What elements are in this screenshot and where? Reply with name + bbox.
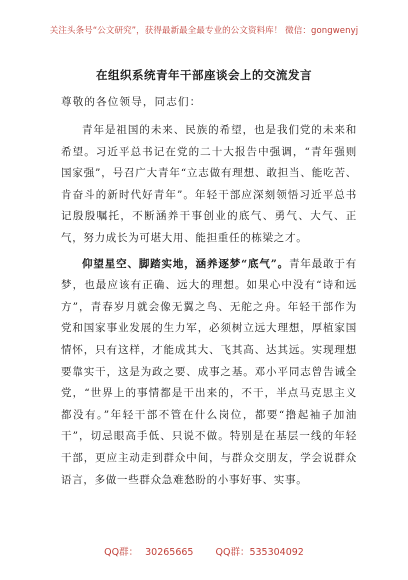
paragraph-1-text: 青年是祖国的未来、民族的希望，也是我们党的未来和希望。习近平总书记在党的二十大报告中强调，“青年强则国家强”，号召广大青年“立志做有理想、敢担当、能吃苦、肯奋斗的新时代好青年”。年轻干部应深刻领悟习近平总书记殷殷嘱托，不断涵养干事创业的底气、勇气、大气、正气，努力成长为可堪大用、能担重任的栋梁之才。 [61, 124, 357, 244]
footer [0, 544, 408, 558]
paragraph-2-lead: 仰望星空、脚踏实地，涵养逐梦“底气”。 [82, 257, 289, 270]
paragraph-2 [61, 254, 357, 492]
footer-qq-group-1: QQ群： 30265665 [104, 547, 194, 558]
paragraph-2-text: 青年最敢于有梦，也最应该有正确、远大的理想。如果心中没有“诗和远方”，青春岁月就会像无翼之鸟、无舵之舟。年轻干部作为党和国家事业发展的生力军，必须树立远大理想，厚植家国情怀，只有这样，才能成其大、飞其高、达其远。实现理想要靠实干，这是为政之要、成事之基。邓小平同志曾告诫全党，“世界上的事情都是干出来的，不干，半点马克思主义都没有。”年轻干部不管在什么岗位，都要“撸起袖子加油干”，切忌眼高手低、只说不做。特别是在基层一线的年轻干部，更应主动走到群众中间，与群众交朋友，学会说群众语言，多做一些群众急难愁盼的小事好事、实事。 [61, 257, 357, 486]
salutation: 尊敬的各位领导，同志们： [61, 96, 202, 108]
document-title: 在组织系统青年干部座谈会上的交流发言 [96, 68, 312, 82]
header-notice: 关注头条号“公文研究”，获得最新最全最专业的公文资料库！ 微信：gongwenyj [49, 26, 359, 36]
paragraph-1 [61, 120, 357, 250]
document-body [61, 120, 357, 491]
footer-qq-group-2: QQ群：535304092 [215, 547, 304, 558]
